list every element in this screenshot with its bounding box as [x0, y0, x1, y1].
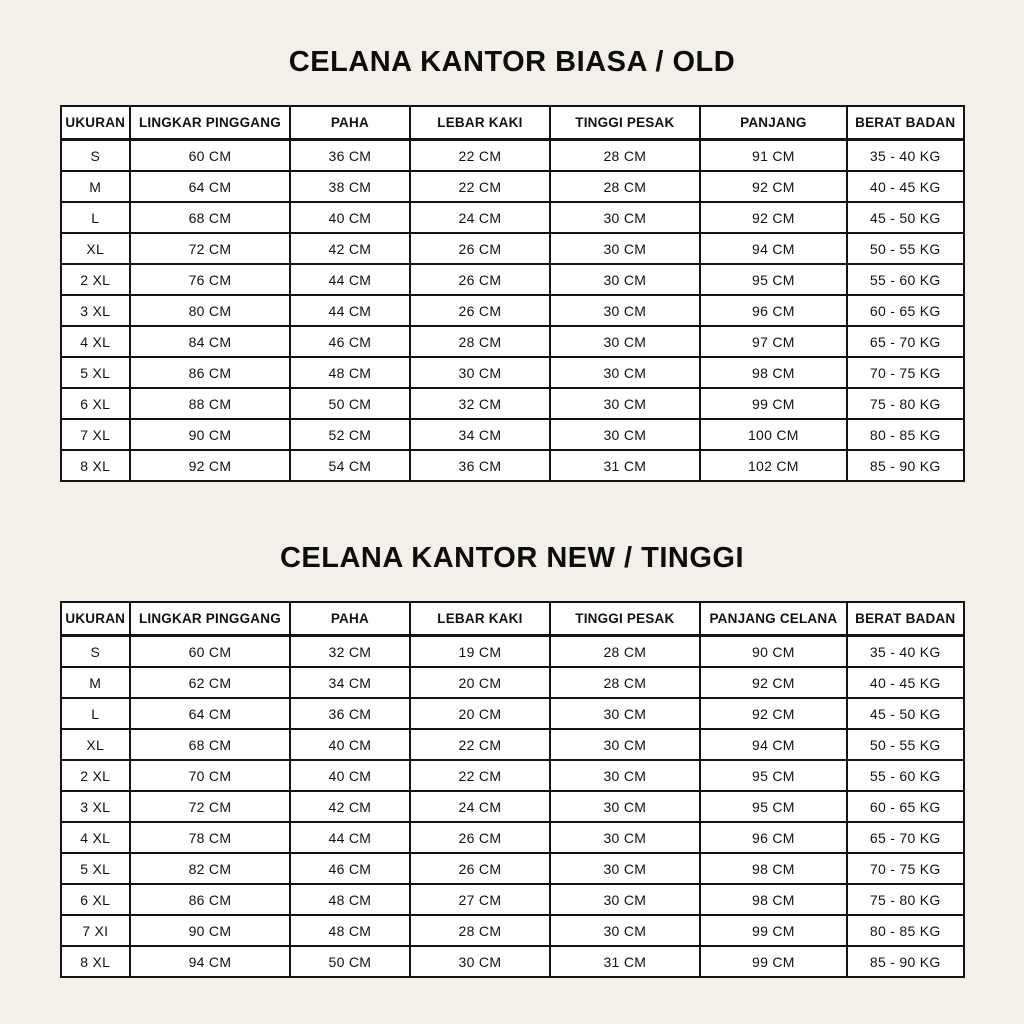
value-cell: 86 CM: [130, 884, 290, 915]
column-header: TINGGI PESAK: [550, 602, 700, 636]
value-cell: 26 CM: [410, 295, 550, 326]
value-cell: 30 CM: [550, 419, 700, 450]
value-cell: 72 CM: [130, 233, 290, 264]
value-cell: 68 CM: [130, 729, 290, 760]
value-cell: 99 CM: [700, 946, 847, 977]
value-cell: 102 CM: [700, 450, 847, 481]
value-cell: 36 CM: [410, 450, 550, 481]
value-cell: 84 CM: [130, 326, 290, 357]
size-chart-old-title: CELANA KANTOR BIASA / OLD: [288, 46, 736, 78]
value-cell: 28 CM: [550, 171, 700, 202]
value-cell: 50 CM: [290, 946, 410, 977]
value-cell: 92 CM: [700, 202, 847, 233]
value-cell: 30 CM: [550, 233, 700, 264]
size-cell: 8 XL: [61, 946, 131, 977]
size-cell: 4 XL: [61, 822, 131, 853]
value-cell: 31 CM: [550, 450, 700, 481]
value-cell: 42 CM: [290, 233, 410, 264]
value-cell: 30 CM: [550, 202, 700, 233]
value-cell: 30 CM: [550, 822, 700, 853]
value-cell: 92 CM: [700, 698, 847, 729]
column-header: BERAT BADAN: [847, 106, 964, 140]
value-cell: 68 CM: [130, 202, 290, 233]
table-row: [61, 822, 964, 853]
value-cell: 98 CM: [700, 357, 847, 388]
value-cell: 78 CM: [130, 822, 290, 853]
value-cell: 65 - 70 KG: [847, 326, 964, 357]
table-row: [61, 853, 964, 884]
size-chart-new-table: [60, 601, 965, 978]
table-row: [61, 760, 964, 791]
size-cell: 6 XL: [61, 388, 131, 419]
value-cell: 40 - 45 KG: [847, 667, 964, 698]
value-cell: 20 CM: [410, 667, 550, 698]
value-cell: 86 CM: [130, 357, 290, 388]
table-row: [61, 264, 964, 295]
table-row: [61, 698, 964, 729]
value-cell: 55 - 60 KG: [847, 264, 964, 295]
value-cell: 40 - 45 KG: [847, 171, 964, 202]
value-cell: 24 CM: [410, 202, 550, 233]
column-header: UKURAN: [61, 602, 131, 636]
value-cell: 46 CM: [290, 326, 410, 357]
size-cell: 4 XL: [61, 326, 131, 357]
table-row: [61, 884, 964, 915]
size-cell: 7 XL: [61, 419, 131, 450]
value-cell: 64 CM: [130, 171, 290, 202]
table-row: [61, 171, 964, 202]
value-cell: 26 CM: [410, 853, 550, 884]
header-row: [61, 602, 964, 636]
value-cell: 94 CM: [700, 233, 847, 264]
value-cell: 80 CM: [130, 295, 290, 326]
table-row: [61, 791, 964, 822]
value-cell: 45 - 50 KG: [847, 202, 964, 233]
table-row: [61, 140, 964, 172]
value-cell: 98 CM: [700, 884, 847, 915]
value-cell: 88 CM: [130, 388, 290, 419]
value-cell: 75 - 80 KG: [847, 388, 964, 419]
value-cell: 54 CM: [290, 450, 410, 481]
value-cell: 28 CM: [410, 326, 550, 357]
value-cell: 90 CM: [130, 419, 290, 450]
value-cell: 24 CM: [410, 791, 550, 822]
table-row: [61, 233, 964, 264]
size-cell: L: [61, 698, 131, 729]
value-cell: 22 CM: [410, 729, 550, 760]
value-cell: 34 CM: [410, 419, 550, 450]
size-cell: M: [61, 667, 131, 698]
value-cell: 90 CM: [130, 915, 290, 946]
value-cell: 100 CM: [700, 419, 847, 450]
column-header: UKURAN: [61, 106, 131, 140]
size-cell: 8 XL: [61, 450, 131, 481]
size-chart-new-title: CELANA KANTOR NEW / TINGGI: [279, 542, 745, 574]
size-cell: L: [61, 202, 131, 233]
value-cell: 92 CM: [700, 171, 847, 202]
value-cell: 32 CM: [290, 636, 410, 668]
value-cell: 44 CM: [290, 264, 410, 295]
size-cell: M: [61, 171, 131, 202]
value-cell: 82 CM: [130, 853, 290, 884]
value-cell: 45 - 50 KG: [847, 698, 964, 729]
value-cell: 46 CM: [290, 853, 410, 884]
table-row: [61, 357, 964, 388]
value-cell: 64 CM: [130, 698, 290, 729]
size-cell: 7 XI: [61, 915, 131, 946]
column-header: PANJANG: [700, 106, 847, 140]
value-cell: 52 CM: [290, 419, 410, 450]
value-cell: 60 - 65 KG: [847, 791, 964, 822]
value-cell: 30 CM: [550, 760, 700, 791]
size-cell: 3 XL: [61, 295, 131, 326]
value-cell: 30 CM: [550, 264, 700, 295]
value-cell: 40 CM: [290, 760, 410, 791]
table-row: [61, 202, 964, 233]
size-cell: XL: [61, 233, 131, 264]
table-row: [61, 388, 964, 419]
value-cell: 60 CM: [130, 636, 290, 668]
size-chart-old-table: [60, 105, 965, 482]
value-cell: 22 CM: [410, 760, 550, 791]
value-cell: 99 CM: [700, 915, 847, 946]
value-cell: 92 CM: [130, 450, 290, 481]
value-cell: 94 CM: [130, 946, 290, 977]
value-cell: 96 CM: [700, 822, 847, 853]
header-row: [61, 106, 964, 140]
size-cell: S: [61, 636, 131, 668]
value-cell: 30 CM: [550, 915, 700, 946]
value-cell: 20 CM: [410, 698, 550, 729]
value-cell: 92 CM: [700, 667, 847, 698]
value-cell: 70 - 75 KG: [847, 357, 964, 388]
value-cell: 30 CM: [410, 357, 550, 388]
value-cell: 95 CM: [700, 760, 847, 791]
size-cell: 6 XL: [61, 884, 131, 915]
value-cell: 27 CM: [410, 884, 550, 915]
value-cell: 35 - 40 KG: [847, 636, 964, 668]
value-cell: 30 CM: [550, 357, 700, 388]
value-cell: 30 CM: [550, 853, 700, 884]
column-header: LEBAR KAKI: [410, 602, 550, 636]
size-cell: 3 XL: [61, 791, 131, 822]
value-cell: 70 - 75 KG: [847, 853, 964, 884]
value-cell: 70 CM: [130, 760, 290, 791]
column-header: TINGGI PESAK: [550, 106, 700, 140]
value-cell: 44 CM: [290, 295, 410, 326]
value-cell: 26 CM: [410, 822, 550, 853]
value-cell: 60 CM: [130, 140, 290, 172]
value-cell: 90 CM: [700, 636, 847, 668]
value-cell: 32 CM: [410, 388, 550, 419]
value-cell: 80 - 85 KG: [847, 419, 964, 450]
value-cell: 40 CM: [290, 202, 410, 233]
value-cell: 80 - 85 KG: [847, 915, 964, 946]
value-cell: 96 CM: [700, 295, 847, 326]
value-cell: 30 CM: [550, 388, 700, 419]
value-cell: 38 CM: [290, 171, 410, 202]
table-row: [61, 946, 964, 977]
value-cell: 30 CM: [550, 326, 700, 357]
value-cell: 91 CM: [700, 140, 847, 172]
value-cell: 50 CM: [290, 388, 410, 419]
column-header: LINGKAR PINGGANG: [130, 602, 290, 636]
value-cell: 42 CM: [290, 791, 410, 822]
value-cell: 30 CM: [410, 946, 550, 977]
value-cell: 28 CM: [550, 667, 700, 698]
size-cell: 5 XL: [61, 853, 131, 884]
value-cell: 95 CM: [700, 264, 847, 295]
value-cell: 72 CM: [130, 791, 290, 822]
value-cell: 55 - 60 KG: [847, 760, 964, 791]
value-cell: 26 CM: [410, 264, 550, 295]
value-cell: 94 CM: [700, 729, 847, 760]
value-cell: 95 CM: [700, 791, 847, 822]
value-cell: 75 - 80 KG: [847, 884, 964, 915]
value-cell: 44 CM: [290, 822, 410, 853]
value-cell: 50 - 55 KG: [847, 729, 964, 760]
value-cell: 85 - 90 KG: [847, 450, 964, 481]
value-cell: 22 CM: [410, 140, 550, 172]
value-cell: 30 CM: [550, 729, 700, 760]
value-cell: 22 CM: [410, 171, 550, 202]
value-cell: 97 CM: [700, 326, 847, 357]
column-header: PAHA: [290, 106, 410, 140]
column-header: PANJANG CELANA: [700, 602, 847, 636]
table-row: [61, 295, 964, 326]
value-cell: 40 CM: [290, 729, 410, 760]
value-cell: 30 CM: [550, 698, 700, 729]
size-cell: S: [61, 140, 131, 172]
column-header: LEBAR KAKI: [410, 106, 550, 140]
column-header: LINGKAR PINGGANG: [130, 106, 290, 140]
value-cell: 99 CM: [700, 388, 847, 419]
value-cell: 48 CM: [290, 357, 410, 388]
table-row: [61, 419, 964, 450]
value-cell: 34 CM: [290, 667, 410, 698]
value-cell: 36 CM: [290, 140, 410, 172]
value-cell: 36 CM: [290, 698, 410, 729]
value-cell: 65 - 70 KG: [847, 822, 964, 853]
size-cell: 5 XL: [61, 357, 131, 388]
table-row: [61, 915, 964, 946]
value-cell: 30 CM: [550, 791, 700, 822]
size-chart-old-section: [60, 46, 965, 482]
value-cell: 60 - 65 KG: [847, 295, 964, 326]
table-row: [61, 326, 964, 357]
value-cell: 62 CM: [130, 667, 290, 698]
size-chart-new-section: [60, 542, 965, 978]
table-row: [61, 729, 964, 760]
value-cell: 48 CM: [290, 884, 410, 915]
value-cell: 28 CM: [550, 140, 700, 172]
value-cell: 98 CM: [700, 853, 847, 884]
table-row: [61, 636, 964, 668]
value-cell: 31 CM: [550, 946, 700, 977]
value-cell: 48 CM: [290, 915, 410, 946]
size-cell: 2 XL: [61, 760, 131, 791]
table-row: [61, 667, 964, 698]
value-cell: 26 CM: [410, 233, 550, 264]
column-header: PAHA: [290, 602, 410, 636]
value-cell: 28 CM: [550, 636, 700, 668]
value-cell: 50 - 55 KG: [847, 233, 964, 264]
size-cell: 2 XL: [61, 264, 131, 295]
value-cell: 19 CM: [410, 636, 550, 668]
value-cell: 35 - 40 KG: [847, 140, 964, 172]
value-cell: 30 CM: [550, 884, 700, 915]
value-cell: 28 CM: [410, 915, 550, 946]
value-cell: 76 CM: [130, 264, 290, 295]
size-cell: XL: [61, 729, 131, 760]
value-cell: 85 - 90 KG: [847, 946, 964, 977]
column-header: BERAT BADAN: [847, 602, 964, 636]
table-row: [61, 450, 964, 481]
value-cell: 30 CM: [550, 295, 700, 326]
